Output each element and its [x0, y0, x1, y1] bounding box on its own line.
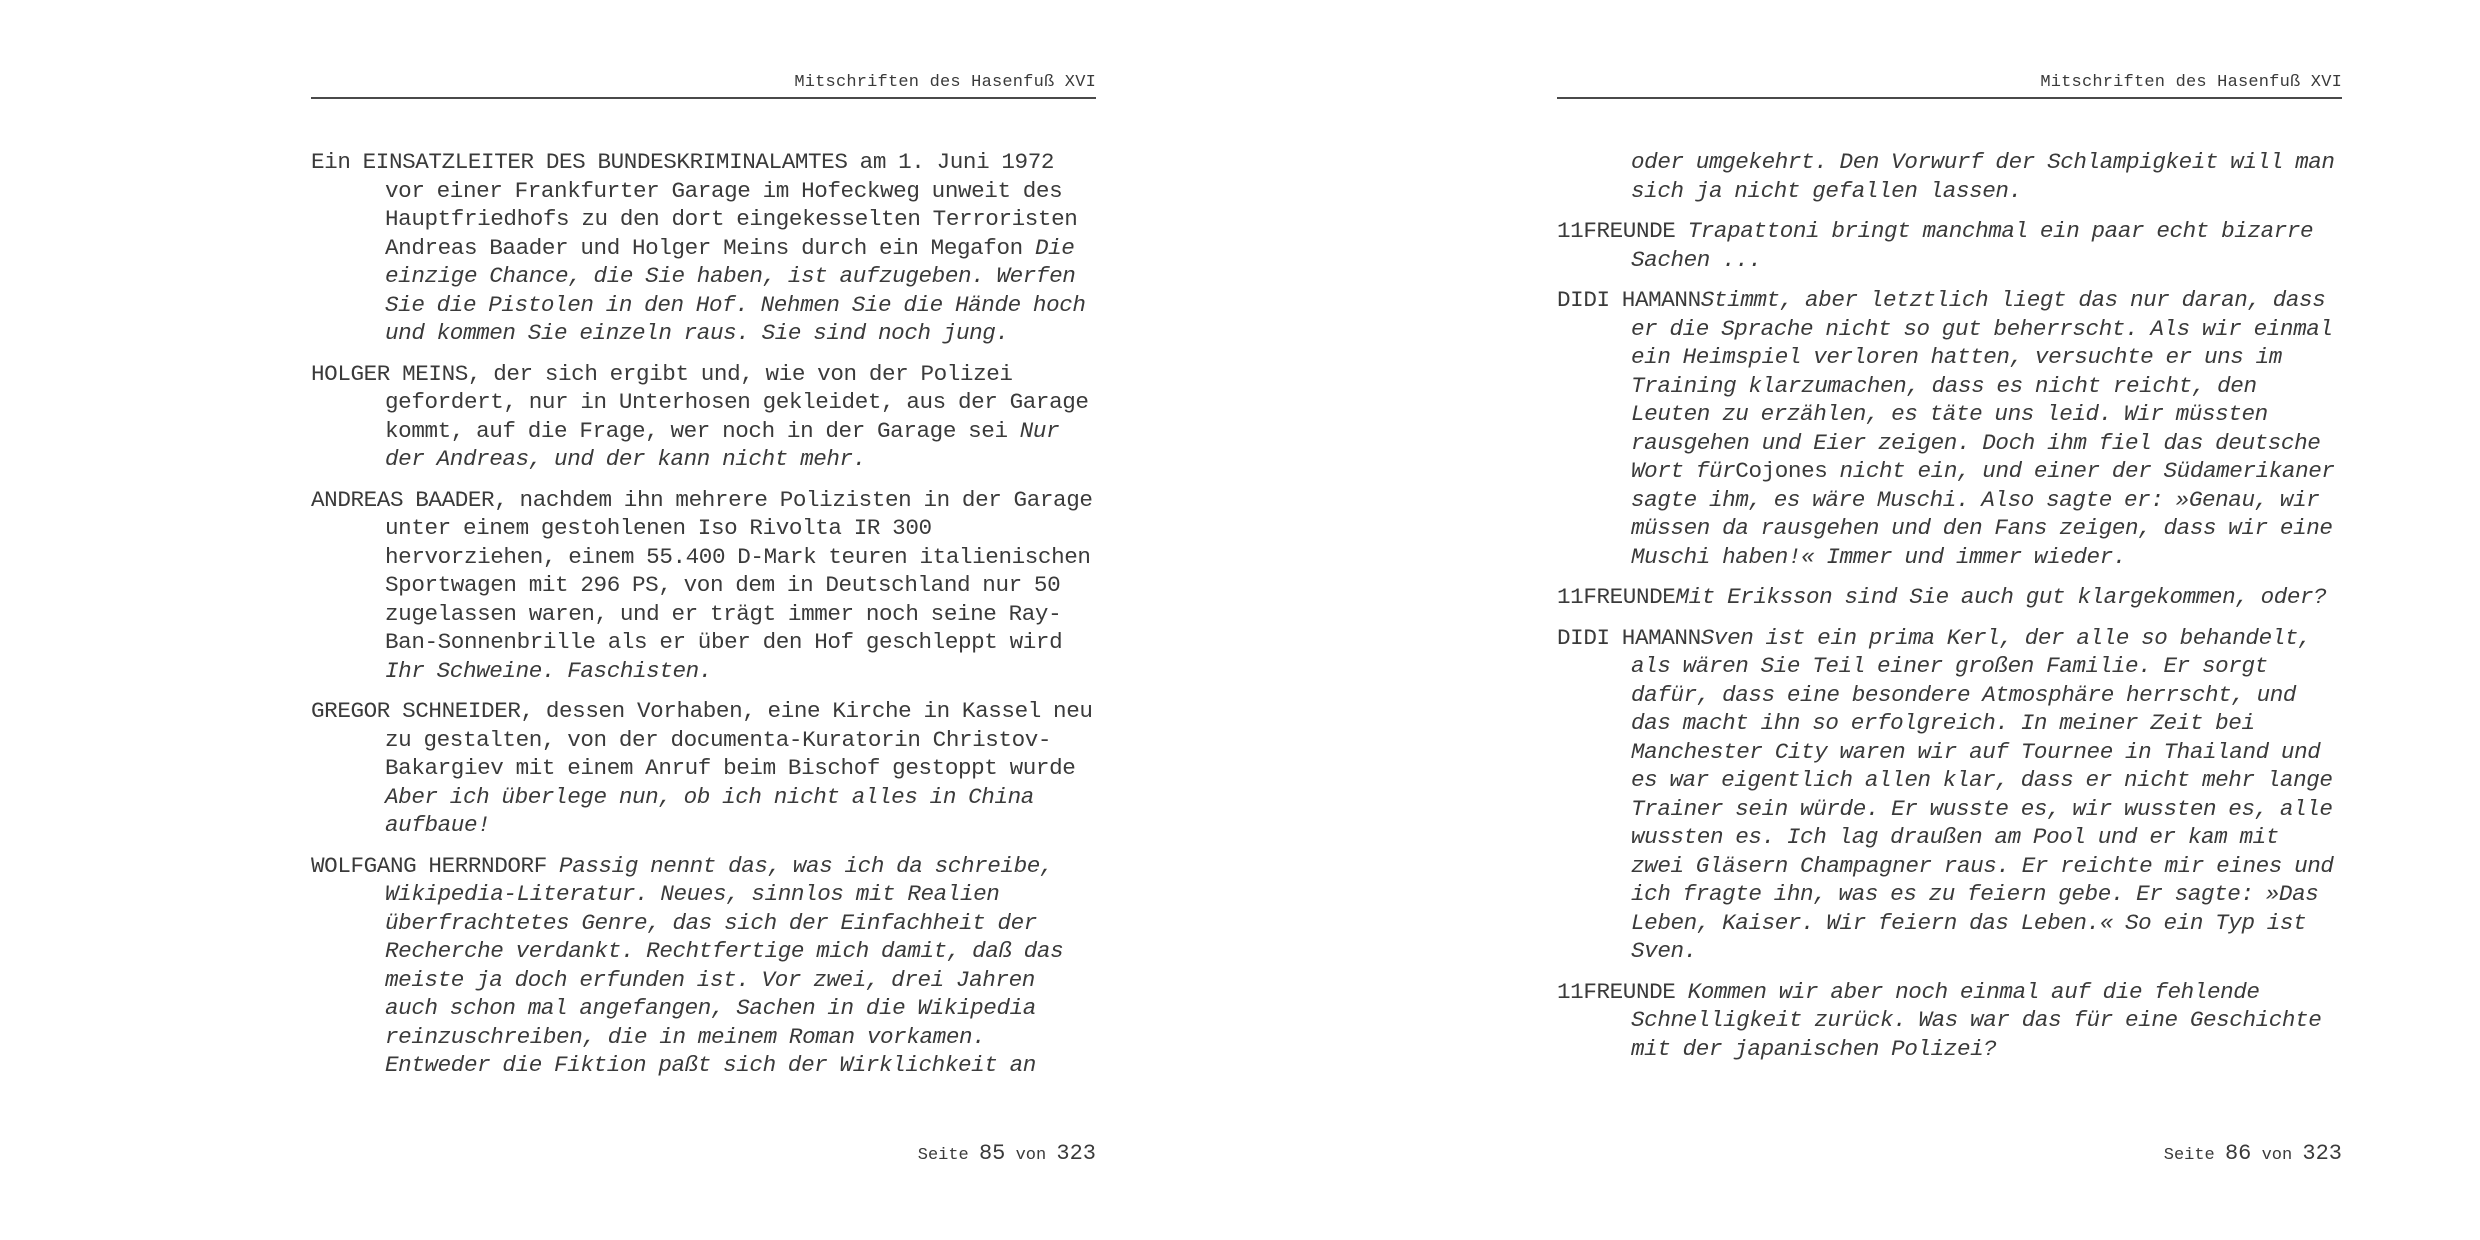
speaker-name: Ein EINSATZLEITER DES BUNDESKRIMINALAMTES [311, 149, 848, 175]
continuation-text: oder umgekehrt. Den Vorwurf der Schlampigkeit will man sich ja nicht gefallen lassen. [1631, 149, 2335, 204]
stage-direction: am 1. Juni 1972 vor einer Frankfurter Garage im Hofeckweg unweit des Hauptfriedhofs zu den dort eingekesselten Terroristen Andreas Baader und Holger Meins durch ein Megafon [385, 149, 1078, 261]
dialogue-entry [311, 360, 1096, 474]
dialogue-entry [311, 486, 1096, 686]
footer-of: von [1015, 1146, 1047, 1165]
quote-text: Aber ich überlege nun, ob ich nicht alles in China aufbaue! [385, 783, 1034, 838]
stage-direction: , nachdem ihn mehrere Polizisten in der Garage unter einem gestohlenen Iso Rivolta IR 300 hervorziehen, einem 55.400 D-Mark teuren italienischen Sportwagen mit 296 PS, von dem in Deutschland nur 50 zugelassen waren, und er trägt immer noch seine Ray-Ban-Sonnenbrille als er über den Hof geschleppt wird [385, 486, 1093, 655]
stage-direction [1675, 218, 1687, 244]
stage-direction: , dessen Vorhaben, eine Kirche in Kassel neu zu gestalten, von der documenta-Kuratorin Christov-Bakargiev mit einem Anruf beim Bischof gestoppt wurde [385, 698, 1093, 781]
quote-text: Nur der Andreas, und der kann nicht mehr. [385, 417, 1060, 472]
dialogue-entry [1557, 624, 2342, 966]
speaker-name: ANDREAS BAADER [311, 486, 495, 513]
running-head: Mitschriften des Hasenfuß XVI [2040, 73, 2342, 92]
header-rule [1557, 97, 2342, 99]
page-number: 85 [978, 1141, 1006, 1166]
dialogue-entry [1557, 583, 2342, 612]
stage-direction [547, 853, 559, 879]
quote-text: Passig nennt das, was ich da schreibe, Wikipedia-Literatur. Neues, sinnlos mit Realien überfrachtetes Genre, das sich der Einfachheit der Recherche verdankt. Rechtfertige mich damit, daß das meiste ja doch erfunden ist. Vor zwei, drei Jahren auch schon mal angefangen, Sachen in die Wikipedia reinzuschreiben, die in meinem Roman vorkamen. Entweder die Fiktion paßt sich der Wirklichkeit an [385, 852, 1064, 1078]
quote-text: Stimmt, aber letztlich liegt das nur daran, dass er die Sprache nicht so gut beherrscht. Als wir einmal ein Heimspiel verloren hatten, versuchte er uns im Training klarzumachen, dass es nicht reicht, den Leuten zu erzählen, es täte uns leid. Wir müssten rausgehen und Eier zeigen. Doch ihm fiel das deutsche Wort für [1631, 287, 2333, 484]
page-body [311, 148, 1096, 1092]
speaker-name: 11FREUNDE [1557, 218, 1676, 244]
page-body [1557, 148, 2342, 1075]
quote-text: Sven ist ein prima Kerl, der alle so behandelt, als wären Sie Teil einer großen Familie. Er sorgt dafür, dass eine besondere Atmosphäre herrscht, und das macht ihn so erfolgreich. In meiner Zeit bei Manchester City waren wir auf Tournee in Thailand und es war eigentlich allen klar, dass er nicht mehr lange Trainer sein würde. Er wusste es, wir wussten es, alle wussten es. Ich lag draußen am Pool und er kam mit zwei Gläsern Champagner raus. Er reichte mir eines und ich fragte ihn, was es zu feiern gebe. Er sagte: »Das Leben, Kaiser. Wir feiern das Leben.« So ein Typ ist Sven. [1631, 624, 2334, 964]
dialogue-entry [311, 697, 1096, 840]
footer-prefix: Seite [2163, 1146, 2215, 1165]
dialogue-entry [311, 852, 1096, 1080]
quote-text: Die einzige Chance, die Sie haben, ist aufzugeben. Werfen Sie die Pistolen in den Hof. Nehmen Sie die Hände hoch und kommen Sie einzeln raus. Sie sind noch jung. [385, 234, 1086, 346]
non-italic-word: Cojones [1735, 458, 1828, 484]
footer-of: von [2261, 1146, 2293, 1165]
speaker-name: HOLGER MEINS [311, 360, 468, 387]
dialogue-entry [1557, 286, 2342, 571]
quote-text-continued: nicht ein, und einer der Südamerikaner sagte ihm, es wäre Muschi. Also sagte er: »Genau, wir müssen da rausgehen und den Fans zeigen, dass wir eine Muschi haben!« Immer und immer wieder. [1631, 458, 2335, 570]
footer-prefix: Seite [917, 1146, 969, 1165]
total-pages: 323 [1056, 1141, 1096, 1166]
speaker-name: WOLFGANG HERRNDORF [311, 852, 547, 879]
dialogue-entry [1557, 978, 2342, 1064]
stage-direction [1675, 979, 1687, 1005]
quote-text: Trapattoni bringt manchmal ein paar echt bizarre Sachen ... [1631, 218, 2314, 273]
page-footer [2164, 1141, 2342, 1166]
quote-text: Mit Eriksson sind Sie auch gut klargekommen, oder? [1675, 584, 2327, 610]
dialogue-entry [311, 148, 1096, 348]
page-number: 86 [2224, 1141, 2252, 1166]
quote-text: Kommen wir aber noch einmal auf die fehlende Schnelligkeit zurück. Was war das für eine Geschichte mit der japanischen Polizei? [1631, 978, 2322, 1062]
running-head: Mitschriften des Hasenfuß XVI [794, 73, 1096, 92]
quote-text: Ihr Schweine. Faschisten. [385, 657, 712, 684]
speaker-name: DIDI HAMANN [1557, 287, 1701, 313]
speaker-name: 11FREUNDE [1557, 584, 1676, 610]
speaker-name: GREGOR SCHNEIDER [311, 698, 521, 724]
page-footer [918, 1141, 1096, 1166]
total-pages: 323 [2302, 1141, 2342, 1166]
speaker-name: 11FREUNDE [1557, 978, 1676, 1005]
stage-direction: , der sich ergibt und, wie von der Polizei gefordert, nur in Unterhosen gekleidet, aus der Garage kommt, auf die Frage, wer noch in der Garage sei [385, 360, 1089, 444]
header-rule [311, 97, 1096, 99]
right-page [1557, 0, 2342, 1240]
dialogue-entry [1557, 217, 2342, 274]
speaker-name: DIDI HAMANN [1557, 624, 1701, 651]
left-page [311, 0, 1096, 1240]
